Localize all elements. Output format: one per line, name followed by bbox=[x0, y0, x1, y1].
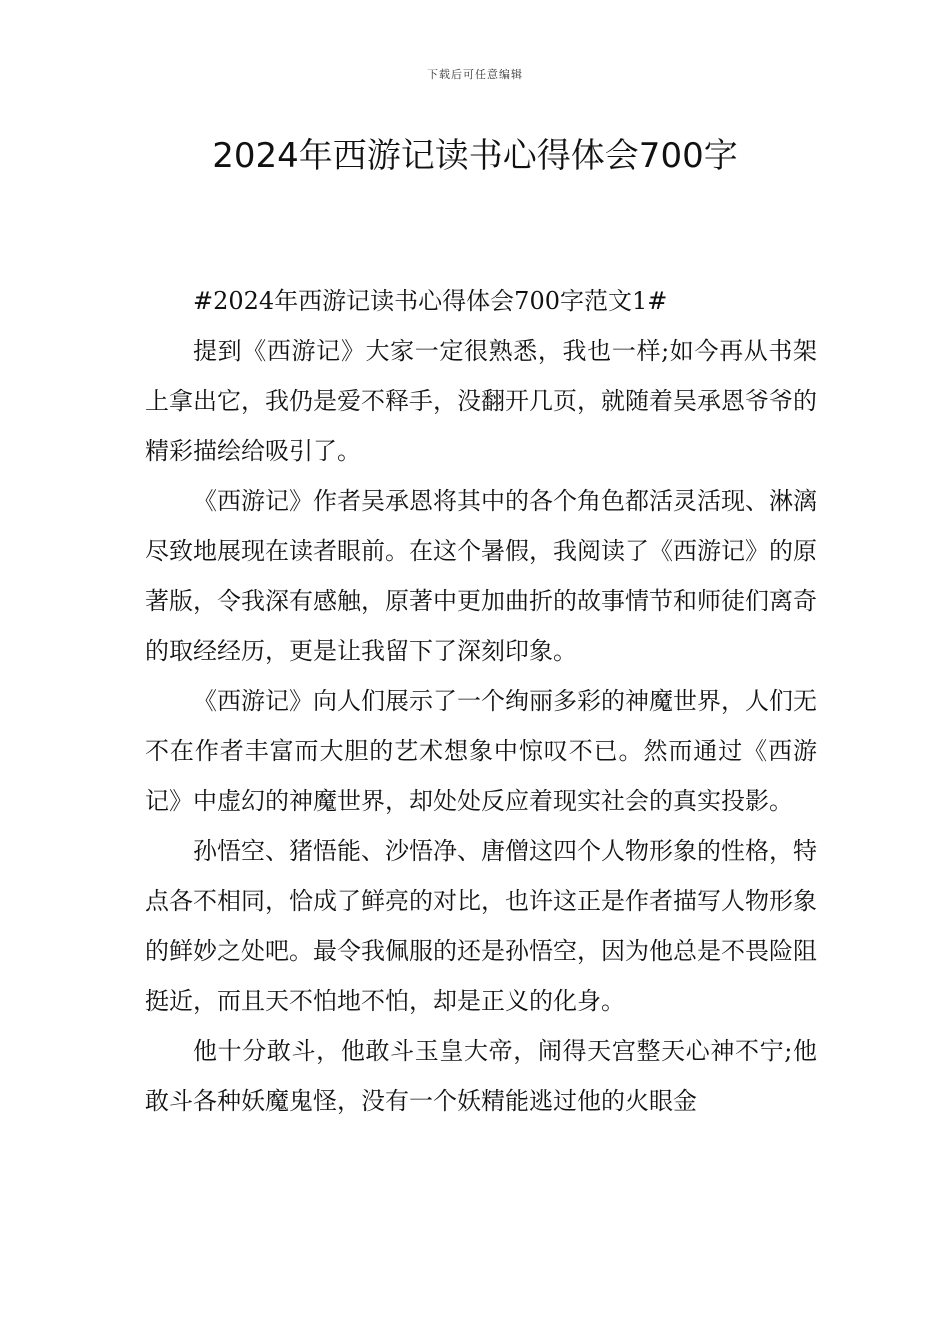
document-body bbox=[145, 276, 817, 1126]
paragraph: 孙悟空、猪悟能、沙悟净、唐僧这四个人物形象的性格，特点各不相同，恰成了鲜亮的对比，也许这正是作者描写人物形象的鲜妙之处吧。最令我佩服的还是孙悟空，因为他总是不畏险阻挺近，而且天不怕地不怕，却是正义的化身。 bbox=[145, 837, 817, 1015]
paragraph: 《西游记》向人们展示了一个绚丽多彩的神魔世界，人们无不在作者丰富而大胆的艺术想象中惊叹不已。然而通过《西游记》中虚幻的神魔世界，却处处反应着现实社会的真实投影。 bbox=[145, 687, 817, 815]
document-title: 2024年西游记读书心得体会700字 bbox=[212, 136, 738, 176]
paragraph: 他十分敢斗，他敢斗玉皇大帝，闹得天宫整天心神不宁;他敢斗各种妖魔鬼怪，没有一个妖精能逃过他的火眼金 bbox=[145, 1037, 817, 1115]
header-note: 下载后可任意编辑 bbox=[427, 68, 523, 81]
paragraph: 提到《西游记》大家一定很熟悉，我也一样;如今再从书架上拿出它，我仍是爱不释手，没翻开几页，就随着吴承恩爷爷的精彩描绘给吸引了。 bbox=[145, 337, 817, 465]
section-heading: #2024年西游记读书心得体会700字范文1# bbox=[193, 287, 668, 315]
paragraph: 《西游记》作者吴承恩将其中的各个角色都活灵活现、淋漓尽致地展现在读者眼前。在这个暑假，我阅读了《西游记》的原著版，令我深有感触，原著中更加曲折的故事情节和师徒们离奇的取经经历，更是让我留下了深刻印象。 bbox=[145, 487, 817, 665]
